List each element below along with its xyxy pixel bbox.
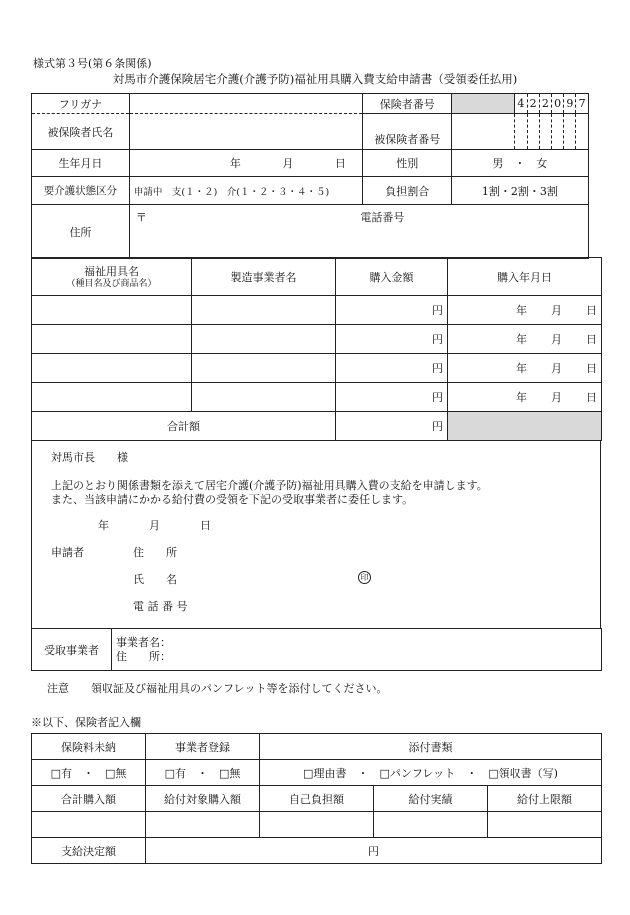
- table-row: [32, 383, 602, 412]
- item-amount-cell[interactable]: 円: [336, 354, 448, 383]
- birth-field[interactable]: [129, 150, 363, 177]
- total-label: 合計額: [32, 412, 336, 441]
- item-date-cell[interactable]: 年 月 日: [448, 354, 602, 383]
- birth-month: 月: [282, 157, 294, 170]
- insured-no-box[interactable]: [552, 114, 564, 150]
- applicant-name-label: 氏 名: [133, 573, 177, 586]
- note-text: 領収証及び福祉用具のパンフレット等を添付してください。: [91, 682, 388, 695]
- decision-label: 支給決定額: [32, 838, 146, 864]
- item-amount-cell[interactable]: 円: [336, 325, 448, 354]
- attachments-label: 添付書類: [260, 734, 602, 760]
- item-date-cell[interactable]: 年 月 日: [448, 296, 602, 325]
- sex-label: 性別: [363, 150, 452, 177]
- decision-amount-cell[interactable]: 円: [146, 838, 602, 864]
- insured-no-box[interactable]: [564, 114, 576, 150]
- sex-options[interactable]: 男 ・ 女: [452, 150, 589, 177]
- insurer-digit: 2: [527, 94, 539, 114]
- burden-options[interactable]: 1割・2割・3割: [452, 177, 589, 205]
- table-row: [32, 354, 602, 383]
- applicant-address-label: 住 所: [133, 546, 177, 559]
- table-row: [32, 296, 602, 325]
- note: [47, 680, 387, 696]
- address-field[interactable]: [129, 205, 588, 259]
- self-pay-cell[interactable]: [260, 812, 374, 838]
- postal-mark: 〒: [135, 211, 147, 224]
- note-label: 注意: [47, 682, 69, 695]
- unpaid-options[interactable]: □有 ・ □無: [32, 760, 146, 786]
- insurer-digit: 7: [576, 94, 588, 114]
- care-level-label: 要介護状態区分: [32, 177, 130, 205]
- insured-info-table: [31, 93, 601, 259]
- item-maker-cell[interactable]: [192, 296, 336, 325]
- insured-no-box[interactable]: [539, 114, 551, 150]
- application-body-line1: 上記のとおり関係書類を添えて居宅介護(介護予防)福祉用具購入費の支給を申請します。: [51, 479, 488, 492]
- benefit-record-cell[interactable]: [374, 812, 488, 838]
- total-purchase-cell[interactable]: [32, 812, 146, 838]
- receiver-table: [31, 628, 602, 671]
- page-title: 対馬市介護保険居宅介護(介護予防)福祉用具購入費支給申請書（受領委任払用): [112, 72, 518, 86]
- applicant-label: 申請者: [51, 546, 84, 559]
- item-name-cell[interactable]: [32, 296, 192, 325]
- insured-no-box[interactable]: [452, 114, 515, 150]
- phone-label: 電話番号: [360, 211, 405, 224]
- item-maker-cell[interactable]: [192, 354, 336, 383]
- item-date-cell[interactable]: 年 月 日: [448, 383, 602, 412]
- total-gray-cell: [448, 412, 602, 441]
- eligible-amount-cell[interactable]: [146, 812, 260, 838]
- form-number: 様式第３号(第６条関係): [33, 57, 152, 70]
- insured-name-label: 被保険者氏名: [32, 114, 130, 150]
- item-amount-cell[interactable]: 円: [336, 296, 448, 325]
- self-pay-label: 自己負担額: [260, 786, 374, 812]
- applicant-phone-label: 電 話 番 号: [133, 600, 188, 613]
- addressee: 対馬市長 様: [51, 451, 128, 464]
- application-body-line2: また、当該申請にかかる給付費の受領を下記の受取事業者に委任します。: [51, 493, 414, 506]
- items-header-amount: 購入金額: [336, 258, 448, 296]
- birth-year: 年: [229, 157, 241, 170]
- item-date-cell[interactable]: 年 月 日: [448, 325, 602, 354]
- birth-day: 日: [334, 157, 346, 170]
- table-row: [32, 325, 602, 354]
- items-header-maker: 製造事業者名: [192, 258, 336, 296]
- insurer-section-heading: ※以下、保険者記入欄: [31, 716, 141, 729]
- insurer-digit: 4: [515, 94, 527, 114]
- burden-label: 負担割合: [363, 177, 452, 205]
- registered-options[interactable]: □有 ・ □無: [146, 760, 260, 786]
- total-purchase-label: 合計購入額: [32, 786, 146, 812]
- insurer-no-gray: [452, 94, 515, 114]
- insured-name-field[interactable]: [129, 114, 363, 150]
- benefit-limit-label: 給付上限額: [488, 786, 602, 812]
- item-amount-cell[interactable]: 円: [336, 383, 448, 412]
- item-maker-cell[interactable]: [192, 383, 336, 412]
- insured-no-box[interactable]: [515, 114, 527, 150]
- furigana-label: フリガナ: [32, 94, 130, 114]
- items-header-date: 購入年月日: [448, 258, 602, 296]
- application-date[interactable]: 年 月 日: [98, 519, 211, 532]
- receiver-business-name-label: 事業者名：: [116, 635, 171, 649]
- attachments-options[interactable]: □理由書 ・ □パンフレット ・ □領収書（写): [260, 760, 602, 786]
- item-name-cell[interactable]: [32, 325, 192, 354]
- insurer-digit: 9: [564, 94, 576, 114]
- items-table: [31, 257, 602, 441]
- item-name-cell[interactable]: [32, 383, 192, 412]
- birth-label: 生年月日: [32, 150, 130, 177]
- insured-no-box[interactable]: [576, 114, 588, 150]
- receiver-address-label: 住 所：: [116, 649, 171, 663]
- item-name-cell[interactable]: [32, 354, 192, 383]
- insurer-table: [31, 733, 602, 864]
- insured-no-box[interactable]: [527, 114, 539, 150]
- seal-mark: 印: [358, 570, 371, 584]
- insurer-digit: 0: [552, 94, 564, 114]
- insurer-digit: 2: [539, 94, 551, 114]
- registered-label: 事業者登録: [146, 734, 260, 760]
- insurer-no-label: 保険者番号: [363, 94, 452, 114]
- benefit-record-label: 給付実績: [374, 786, 488, 812]
- benefit-limit-cell[interactable]: [488, 812, 602, 838]
- receiver-field[interactable]: [112, 629, 602, 671]
- furigana-field[interactable]: [129, 94, 363, 114]
- insured-no-label: 被保険者番号: [363, 114, 452, 150]
- address-label: 住所: [32, 205, 130, 259]
- care-level-options[interactable]: 申請中 支(１・２) 介(１・２・３・４・５): [129, 177, 363, 205]
- items-header-name: 福祉用具名 （種目名及び商品名）: [32, 258, 192, 296]
- total-amount-cell[interactable]: 円: [336, 412, 448, 441]
- eligible-amount-label: 給付対象購入額: [146, 786, 260, 812]
- application-block: [31, 441, 601, 629]
- item-maker-cell[interactable]: [192, 325, 336, 354]
- unpaid-label: 保険料未納: [32, 734, 146, 760]
- receiver-label: 受取事業者: [32, 629, 112, 671]
